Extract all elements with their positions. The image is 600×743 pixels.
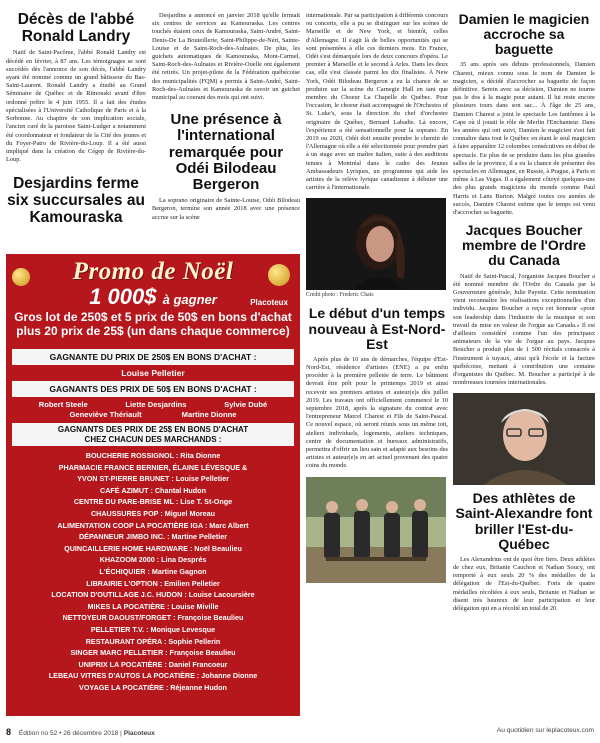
article-title-ene: Le début d'un temps nouveau à Est-Nord-Est bbox=[308, 305, 446, 352]
merchant-winner-item: CHAUSSURES POP : Miguel Moreau bbox=[90, 508, 216, 518]
column-1 bbox=[6, 12, 146, 231]
photo-ene-team bbox=[306, 477, 446, 583]
winner-name: Martine Dionne bbox=[181, 410, 237, 419]
merchant-winner-item: PHARMACIE FRANCE BERNIER, ÉLAINE LÉVESQUE & bbox=[58, 462, 248, 472]
merchant-winner-item: PELLETIER T.V. : Monique Levesque bbox=[90, 624, 216, 634]
merchant-winner-item: KHAZOOM 2000 : Lina Després bbox=[99, 555, 207, 565]
promo-noel-box bbox=[6, 254, 300, 716]
promo-header bbox=[6, 258, 300, 346]
grand-prize-heading: GAGNANTE DU PRIX DE 250$ EN BONS D'ACHAT : bbox=[12, 349, 294, 365]
merchant-winners-list bbox=[6, 450, 300, 693]
mid-winners-row-2 bbox=[20, 410, 286, 419]
column-4 bbox=[453, 12, 595, 613]
ornament-icon bbox=[12, 268, 30, 286]
article-body-ene: Après plus de 10 ans de démarches, l'équipe d'Est-Nord-Est, résidence d'artistes (ENE) a pu enfin procéder à la première pelletée de terre. Le bâtiment devrait être prêt pour le printemps 2019 et ainsi recevoir ses premiers artistes et auteur(e)s dès juillet 2019. Les travaux ont officiellement commencé le 10 septembre 2018, après la signature du contrat avec l'entrepreneur Marcel Charest et Fils de Saint-Pascal. Ce nouvel espace, où seront réunis sous un même toit, ateliers individuels, logements, ateliers techniques, centre de documentation et bureaux administratifs, permettra d'offrir un lieu sain et adapté aux besoins des artistes et auteur(e)s en art actuel provenant des quatre coins du monde. bbox=[306, 355, 448, 470]
article-body-desjardins: Desjardins a annoncé en janvier 2018 qu'elle fermait six centres de services au Kamouraska. Les centres touchés étaient ceux de Kamouraska, Saint-André, Saint-Denis-De La Bouteillerie, Saint-Philippe-de-Néri, Sainte-Louise et de Saint-Roch-des-Aulnaies. De plus, les guichets automatiques de Kamouraska, Mont-Carmel, Saint-Roch-des-Aulnaies et Rivière-Ouelle ont également été retirés. Un projet-pilote de la Fédération québécoise des municipalités (FQM) a permis à Saint-André, Saint-Roch-des-Aulnaies et Kamouraska de ravoir un guichet municipal au courant des mois qui ont suivi. bbox=[152, 12, 300, 102]
article-title-boucher: Jacques Boucher membre de l'Ordre du Canada bbox=[462, 222, 586, 269]
footer-brand: Placoteux bbox=[123, 730, 155, 737]
grand-prize-winner: Louise Pelletier bbox=[121, 368, 185, 378]
merchant-winner-item: CENTRE DU PARE-BRISE ML : Lise T. St-Onge bbox=[73, 497, 233, 507]
article-title-odei: Une présence à l'international remarquée pour Odéi Bilodeau Bergeron bbox=[168, 111, 284, 193]
article-body-odei-start: La soprano originaire de Sainte-Louise, Odéi Bilodeau Bergeron, termine son année 2018 avec une présence accrue sur la scène bbox=[152, 197, 300, 221]
footer-left bbox=[6, 727, 155, 737]
merchant-winner-item: YVON ST-PIERRE BRUNET : Louise Pelletier bbox=[77, 474, 229, 484]
merchant-winner-item: LIBRAIRIE L'OPTION : Emilien Pelletier bbox=[86, 578, 220, 588]
promo-line-2: plus 20 prix de 25$ (un dans chaque commerce) bbox=[16, 324, 290, 338]
merchant-winner-item: VOYAGE LA POCATIÈRE : Réjeanne Hudon bbox=[79, 682, 227, 692]
group-photo bbox=[306, 477, 446, 583]
merchant-winner-item: UNIPRIX LA POCATIÈRE : Daniel Francoeur bbox=[78, 659, 228, 669]
article-body-landry: Natif de Saint-Pacôme, l'abbé Ronald Landry est décédé en février, à 87 ans. Les témoignages se sont succédés dès l'annonce de son décès, l'abbé Landry ayant été nommé comme un grand bâtisseur du Bas-Saint-Laurent. Ronald Landry a étudié au Grand Séminaire de Québec et de Rimouski avant d'être ordonné prêtre le 4 juin 1955. Il a fait des études spécialisées à l'Université Catholique de Paris et à la Sorbonne. Au chapitre de son implication sociale, l'ancien curé de la paroisse Saint-Ludger a notamment été coordonnateur et fondateur de la Cité des jeunes et du Foyer-Patro de Rivière-du-Loup. Il a été aussi impliqué dans la création du Cégep de Rivière-du-Loup. bbox=[6, 49, 146, 164]
promo-title: Promo de Noël bbox=[72, 258, 234, 285]
promo-line-1: Gros lot de 250$ et 5 prix de 50$ en bons d'achat bbox=[14, 310, 292, 324]
merchant-winner-item: NETTOYEUR DAOUST/FORGET : Françoise Beaulieu bbox=[62, 613, 244, 623]
article-title-desjardins: Desjardins ferme six succursales au Kamouraska bbox=[7, 175, 145, 226]
merchant-winner-item: MIKES LA POCATIÈRE : Louise Miville bbox=[87, 601, 219, 611]
ornament-icon bbox=[268, 264, 290, 286]
footer-right: Au quotidien sur leplacoteux.com bbox=[496, 727, 594, 734]
merchant-winner-item: ALIMENTATION COOP LA POCATIÈRE IGA : Marc Albert bbox=[57, 520, 249, 530]
photo-odei bbox=[306, 198, 446, 290]
article-body-odei-cont: internationale. Par sa participation à différents concours ou concerts, elle a pu se distinguer sur les scènes de Marseille et de New York, et bientôt, celles d'Allemagne. Il s'agit là de belles opportunités qui se sont présentées à elle ces derniers mois. En France, Odéi s'est démarquée lors de deux concours d'opéra. Le premier à Marseille et le second à Arles. Dans les deux cas, elle s'est classée parmi les dix finalistes. À New York, Odéi Bilodeau Bergeron a eu la chance de se produire sur la scène du Carnegie Hall en tant que membre du Choeur La Chapelle de Québec. Pour l'occasion, le choeur était accompagné de l'Orchestra of St. Luke's, sous la direction du chef d'orchestre originaire de Québec, Bernard Labadie. Là encore, l'expérience a été sensationnelle pour la soprano. En 2019 ou 2020, Odéi doit ensuite prendre le chemin de l'Allemagne où elle a été sélectionnée pour prendre part à un stage avec un maître italien, suite à des auditions tenues à Montréal dans le cadre des Jeunes Ambassadeurs Lyriques, un programme qui aide les artistes de la relève lyrique canadienne à débuter une carrière à l'internationale. bbox=[306, 12, 448, 192]
article-body-boucher: Natif de Saint-Pascal, l'organiste Jacques Boucher a été nommé membre de l'Ordre du Canada par la Gouverneure générale, Julie Payette. Cette nomination vient reconnaître les réalisations exceptionnelles d'un individu. Jacques Boucher a reçu cet honneur «pour son leadership dans l'industrie de la musique et son travail de mise en valeur de l'orgue au Canada.» Il est d'ailleurs considéré comme l'un des principaux animateurs de la vie de l'orgue au pays. Jacques Boucher a produit plus de 1 500 récitals consacrés à l'instrument à tuyaux, ainsi qu'à l'école et la facture québécoise, mettant à contribution une centaine d'organistes du Québec. M. Boucher a participé à de nombreuses tournées internationales. bbox=[453, 272, 595, 387]
photo-boucher bbox=[453, 393, 595, 485]
article-body-damien: 35 ans après ses débuts professionnels, Damien Charest, mieux connu sous le nom de Damien le magicien, a décidé d'accrocher sa baguette de façon définitive. Serein avec sa décision, Damien ne tourne pas le dos à la magie pour autant. Il lui reste encore plusieurs tours dans son sac... À l'âge de 25 ans, Damien Charest a joint le spectacle Les fantômes à la Cape où il jouait le rôle de Merlin l'Enchanteur. Dans les années qui ont suivi, Damien le magicien s'est fait connaître dans tout le Québec en étant le seul magicien à faire apparaître 12 colombes consécutives en début de spectacle. En plus de se produire dans les plus grandes salles de la province, il a eu la chance de présenter des spectacles en Allemagne, en Russie, à Prague, à Paris et même à Las Vegas. Il a également côtoyé quelques-uns des plus grands magiciens du monde comme Paul Harris et Lans Burton. Malgré toutes ces années de succès, Damien Charest estime que le temps est venu d'accrocher sa baguette. bbox=[453, 61, 595, 216]
merchant-winner-item: DÉPANNEUR JIMBO INC. : Martine Pelletier bbox=[78, 532, 228, 542]
page-footer bbox=[6, 727, 594, 737]
edition-info: Édition no 52 • 26 décembre 2018 | bbox=[18, 730, 122, 737]
winner-name: Geneviève Thériault bbox=[69, 410, 142, 419]
column-2 bbox=[152, 12, 300, 222]
winner-name: Liette Desjardins bbox=[125, 400, 187, 409]
mid-prize-heading: GAGNANTS DES PRIX DE 50$ EN BONS D'ACHAT : bbox=[12, 381, 294, 397]
promo-amount: 1 000$ à gagner bbox=[89, 284, 217, 309]
mid-winners-row-1 bbox=[20, 400, 286, 409]
merchant-winner-item: QUINCAILLERIE HOME HARDWARE : Noël Beaulieu bbox=[64, 543, 242, 553]
photo-credit: Crédit photo : Frederic Chaïs bbox=[306, 292, 374, 299]
merchant-winner-item: LOCATION D'OUTILLAGE J.C. HUDON : Louise Lacoursière bbox=[51, 590, 255, 600]
merchant-winner-item: LEBEAU VITRES D'AUTOS LA POCATIÈRE : Johanne Dionne bbox=[48, 671, 258, 681]
merchant-winner-item: L'ÉCHIQUIER : Martine Gagnon bbox=[99, 566, 207, 576]
merchant-winner-item: BOUCHERIE ROSSIGNOL : Rita Dionne bbox=[85, 451, 221, 460]
portrait-photo bbox=[306, 198, 446, 290]
small-prize-heading: GAGNANTS DES PRIX DE 25$ EN BONS D'ACHAT CHEZ CHACUN DES MARCHANDS : bbox=[12, 423, 294, 446]
article-title-landry: Décès de l'abbé Ronald Landry bbox=[17, 11, 135, 45]
merchant-winner-item: CAFÉ AZIMUT : Chantal Hudon bbox=[100, 485, 206, 495]
article-title-athletes: Des athlètes de Saint-Alexandre font briller l'Est-du-Québec bbox=[455, 490, 593, 552]
page-number: 8 bbox=[6, 727, 12, 737]
article-title-damien: Damien le magicien accroche sa baguette bbox=[458, 11, 590, 58]
merchant-winner-item: RESTAURANT OPÉRA : Sophie Pellerin bbox=[85, 636, 221, 646]
placoteux-logo: Placoteux bbox=[250, 298, 288, 307]
winner-name: Sylvie Dubé bbox=[224, 400, 268, 409]
article-body-athletes: Les Alexandrins ont de quoi être fiers. Deux athlètes de chez eux, Britanie Cauchon et Nathan Soucy, ont remporté à eux seuls 20 % des médailles de la délégation de l'Est-du-Québec. Forts de quatre médailles récoltées à eux seuls, Britanie et Nathan se disent très heureux de leur participation et leur délégation qui en a récolté un total de 20. bbox=[453, 555, 595, 613]
portrait-photo bbox=[453, 393, 595, 485]
column-3 bbox=[306, 12, 448, 583]
merchant-winner-item: SINGER MARC PELLETIER : Françoise Beaulieu bbox=[70, 648, 236, 658]
winner-name: Robert Steele bbox=[38, 400, 88, 409]
